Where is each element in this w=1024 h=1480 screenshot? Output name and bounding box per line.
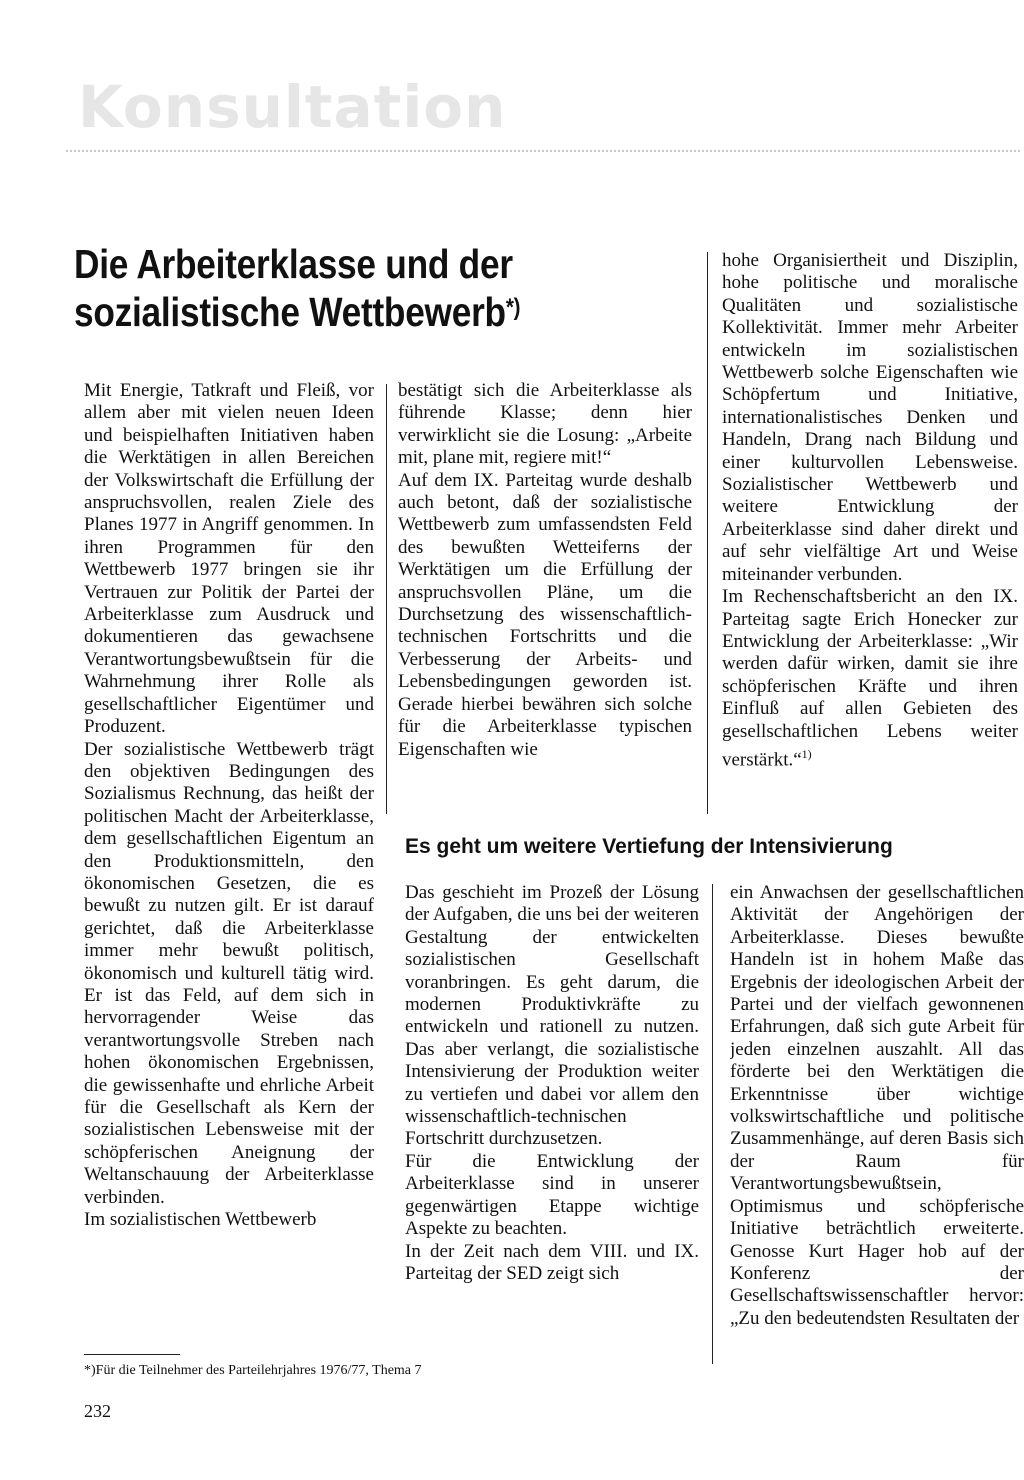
article-column-4 bbox=[405, 882, 699, 1322]
column-3-footnote-ref: 1) bbox=[801, 746, 812, 761]
page-number: 232 bbox=[84, 1401, 111, 1421]
column-4-text bbox=[405, 882, 699, 1285]
article-column-2 bbox=[398, 380, 692, 820]
column-1-text bbox=[84, 380, 374, 1231]
paragraph: Auf dem IX. Parteitag wurde deshalb auch betont, daß der sozialistische Wettbewerb zum umfassendsten Feld des bewußten Wetteiferns der Werktätigen um die Erfüllung der anspruchsvollen Pläne, um die Durchsetzung des wissenschaftlich-technischen Fortschritts und die Verbesserung der Arbeits- und Lebensbedingungen geworden ist. Gerade hierbei bewähren sich solche für die Arbeiterklasse typischen Eigenschaften wie bbox=[398, 469, 692, 760]
article-column-1 bbox=[84, 380, 374, 1330]
paragraph: hohe Organisiertheit und Disziplin, hohe politische und moralische Qualitäten und sozialistische Kollektivität. Immer mehr Arbeiter entwickeln im sozialistischen Wettbewerb solche Eigenschaften wie Schöpfertum und Initiative, internationalistisches Denken und Handeln, Drang nach Bildung und einer kulturvollen Lebensweise. Sozialistischer Wettbewerb und weitere Entwicklung der Arbeiterklasse sind daher direkt und auf sehr vielfältige Art und Weise miteinander verbunden. bbox=[722, 250, 1018, 585]
paragraph: ein Anwachsen der gesellschaftlichen Aktivität der Angehörigen der Arbeiterklasse. Dieses bewußte Handeln ist in hohem Maße das Ergebnis der ideologischen Arbeit der Partei und der vielfach gewonnenen Erfahrungen, daß sich gute Arbeit für jeden einzelnen auszahlt. All das förderte bei den Werktätigen die Erkenntnisse über wichtige volkswirtschaftliche und politische Zusammenhänge, auf deren Basis sich der Raum für Verantwortungsbewußtsein, Optimismus und schöpferische Initiative beträchtlich erweiterte. Genosse Kurt Hager hob auf der Konferenz der Gesellschaftswissenschaftler hervor: „Zu den bedeutendsten Resultaten der bbox=[730, 882, 1024, 1329]
column-3-text bbox=[722, 250, 1018, 772]
title-line-2: sozialistische Wettbewerb bbox=[74, 289, 506, 335]
column-divider-2 bbox=[707, 252, 708, 814]
footnote-rule bbox=[84, 1354, 180, 1355]
paragraph: Im sozialistischen Wettbewerb bbox=[84, 1209, 317, 1231]
column-2-text bbox=[398, 380, 692, 761]
title-line-1: Die Arbeiterklasse und der bbox=[74, 241, 513, 287]
paragraph: In der Zeit nach dem VIII. und IX. Parteitag der SED zeigt sich bbox=[405, 1240, 699, 1284]
paragraph: Das geschieht im Prozeß der Lösung der Aufgaben, die uns bei der weiteren Gestaltung der entwickelten sozialistischen Gesellschaft voranbringen. Es geht darum, die modernen Produktivkräfte zu entwickeln und rationell zu nutzen. Das aber verlangt, die sozialistische Intensivierung der Produktion weiter zu vertiefen und dabei vor allem den wissenschaftlich-technischen Fortschritt durchzusetzen. bbox=[405, 882, 699, 1150]
paragraph: bestätigt sich die Arbeiterklasse als führende Klasse; denn hier verwirklicht sie die Losung: „Arbeite mit, plane mit, regiere mit!“ bbox=[398, 380, 692, 469]
column-5-text bbox=[730, 882, 1024, 1330]
column-divider-3 bbox=[712, 884, 713, 1364]
section-subheading: Es geht um weitere Vertiefung der Intensivierung bbox=[405, 835, 893, 858]
article-column-3 bbox=[722, 250, 1018, 820]
title-footnote-marker: *) bbox=[505, 294, 521, 321]
paragraph: Der sozialistische Wettbewerb trägt den objektiven Bedingungen des Sozialismus Rechnung, das heißt der politischen Macht der Arbeiterklasse, dem gesellschaftlichen Eigentum an den Produktionsmitteln, den ökonomischen Gesetzen, die es bewußt zu nutzen gilt. Er ist darauf gerichtet, daß die Arbeiterklasse immer mehr bewußt politisch, ökonomisch und kulturell tätig wird. Er ist das Feld, auf dem sich in hervorragender Weise das verantwortungsvolle Streben nach hohen ökonomischen Ergebnissen, die gewissenhafte und ehrliche Arbeit für die Gesellschaft als Kern der sozialistischen Lebensweise mit der schöpferischen Aneignung der Weltanschauung der Arbeiterklasse verbinden. bbox=[84, 738, 374, 1208]
paragraph: Für die Entwicklung der Arbeiterklasse sind in unserer gegenwärtigen Etappe wichtige Aspekte zu beachten. bbox=[405, 1150, 699, 1240]
paragraph: Mit Energie, Tatkraft und Fleiß, vor allem aber mit vielen neuen Ideen und beispielhaften Initiativen haben die Werktätigen in allen Bereichen der Volkswirtschaft die Erfüllung der anspruchsvollen, realen Ziele des Planes 1977 in Angriff genommen. In ihren Programmen für den Wettbewerb 1977 bringen sie ihr Vertrauen zur Politik der Partei der Arbeiterklasse zum Ausdruck und dokumentieren das gewachsene Verantwortungsbewußtsein für die Wahrnehmung ihrer Rolle als gesellschaftlicher Eigentümer und Produzent. bbox=[84, 380, 374, 738]
section-label: Konsultation bbox=[78, 73, 507, 141]
article-title bbox=[74, 240, 556, 336]
column-divider-1 bbox=[386, 384, 387, 814]
section-divider bbox=[66, 150, 1020, 152]
paragraph: Im Rechenschaftsbericht an den IX. Parteitag sagte Erich Honecker zur Entwicklung der Arbeiterklasse: „Wir werden dafür wirken, damit sie ihre schöpferischen Kräfte und ihren Einfluß auf allen Gebieten des gesellschaftlichen Lebens weiter verstärkt.“ bbox=[722, 586, 1018, 771]
footnote: *)Für die Teilnehmer des Parteilehrjahres 1976/77, Thema 7 bbox=[84, 1363, 422, 1378]
article-column-5 bbox=[730, 882, 1024, 1392]
